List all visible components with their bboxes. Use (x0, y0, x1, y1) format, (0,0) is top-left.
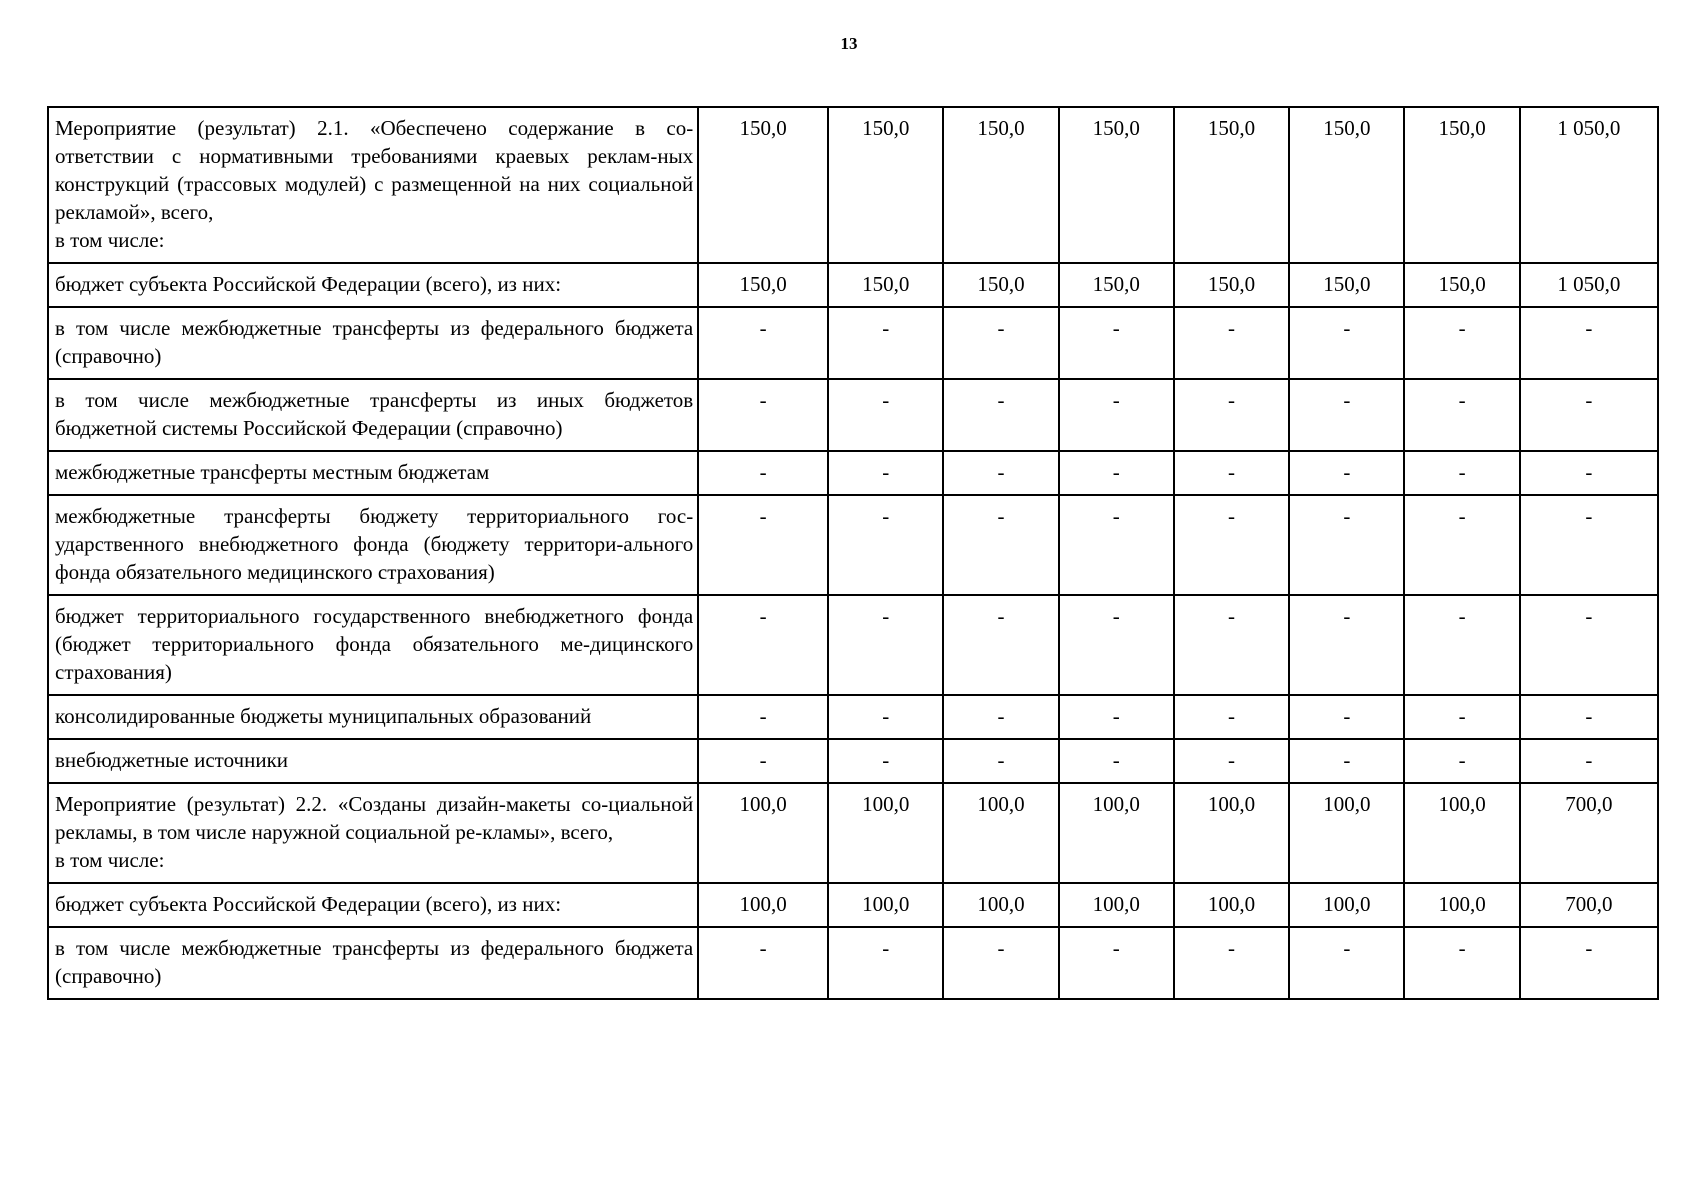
row-label-text: межбюджетные трансферты местным бюджетам (55, 460, 490, 484)
value-cell: 150,0 (1404, 107, 1519, 263)
value-cell: - (1404, 927, 1519, 999)
value-cell: 100,0 (828, 783, 943, 883)
value-cell: - (1174, 595, 1289, 695)
value-cell: 100,0 (943, 883, 1058, 927)
value-cell: 100,0 (1174, 783, 1289, 883)
value-cell: - (698, 595, 828, 695)
row-label-text: межбюджетные трансферты бюджету территориального гос-ударственного внебюджетного фонда (бюджету территори-ального фонда обязательного медицинского страхования) (55, 504, 694, 584)
value-cell: 100,0 (828, 883, 943, 927)
value-cell: - (828, 379, 943, 451)
value-cell-total: - (1520, 695, 1658, 739)
value-cell: - (1289, 739, 1404, 783)
value-cell: - (943, 739, 1058, 783)
value-cell-total: 1 050,0 (1520, 107, 1658, 263)
row-label-cell (48, 927, 698, 999)
value-cell: - (1059, 695, 1174, 739)
value-cell: 150,0 (1289, 263, 1404, 307)
value-cell-total: - (1520, 495, 1658, 595)
value-cell: - (1174, 927, 1289, 999)
row-label-cell (48, 451, 698, 495)
value-cell: - (943, 695, 1058, 739)
value-cell: - (1289, 695, 1404, 739)
value-cell: - (1289, 495, 1404, 595)
value-cell: - (1059, 451, 1174, 495)
value-cell: 150,0 (828, 107, 943, 263)
table-row (48, 739, 1658, 783)
table-row (48, 927, 1658, 999)
value-cell: - (1404, 379, 1519, 451)
row-label-cell (48, 783, 698, 883)
value-cell: - (1059, 495, 1174, 595)
row-label-text: в том числе межбюджетные трансферты из федерального бюджета (справочно) (55, 316, 694, 368)
value-cell: 100,0 (1289, 783, 1404, 883)
value-cell: - (698, 495, 828, 595)
value-cell: - (698, 307, 828, 379)
value-cell: - (943, 307, 1058, 379)
value-cell: - (1174, 379, 1289, 451)
row-label-text: бюджет субъекта Российской Федерации (всего), из них: (55, 272, 562, 296)
value-cell: - (1174, 739, 1289, 783)
row-label-cell (48, 695, 698, 739)
row-label-text: Мероприятие (результат) 2.1. «Обеспечено содержание в со-ответствии с нормативными требованиями краевых реклам-ных конструкций (трассовых модулей) с размещенной на них социальной рекламой», всего, (55, 116, 694, 224)
table-row (48, 595, 1658, 695)
value-cell-total: - (1520, 451, 1658, 495)
value-cell: 150,0 (1059, 263, 1174, 307)
value-cell-total: - (1520, 927, 1658, 999)
budget-table (47, 106, 1659, 1000)
table-row (48, 263, 1658, 307)
value-cell: - (943, 451, 1058, 495)
value-cell: - (698, 739, 828, 783)
value-cell: 150,0 (943, 107, 1058, 263)
table-row (48, 451, 1658, 495)
value-cell: - (828, 451, 943, 495)
value-cell: 100,0 (1289, 883, 1404, 927)
row-label-text: консолидированные бюджеты муниципальных образований (55, 704, 592, 728)
row-label-cell (48, 495, 698, 595)
value-cell: - (1289, 379, 1404, 451)
value-cell-total: - (1520, 595, 1658, 695)
value-cell: - (698, 379, 828, 451)
budget-table-body (48, 107, 1658, 999)
row-label-cell (48, 595, 698, 695)
table-row (48, 107, 1658, 263)
page-number: 13 (840, 34, 858, 53)
value-cell: - (828, 307, 943, 379)
table-row (48, 495, 1658, 595)
value-cell: 150,0 (1404, 263, 1519, 307)
value-cell: - (1404, 595, 1519, 695)
row-label-cell (48, 739, 698, 783)
row-label-text: в том числе межбюджетные трансферты из федерального бюджета (справочно) (55, 936, 694, 988)
row-label-text: в том числе межбюджетные трансферты из иных бюджетов бюджетной системы Российской Федерации (справочно) (55, 388, 694, 440)
value-cell: - (943, 927, 1058, 999)
value-cell: - (828, 695, 943, 739)
value-cell-total: 1 050,0 (1520, 263, 1658, 307)
value-cell: 100,0 (698, 783, 828, 883)
value-cell: - (828, 739, 943, 783)
row-label-cell (48, 379, 698, 451)
value-cell: 100,0 (1174, 883, 1289, 927)
value-cell: - (1174, 307, 1289, 379)
value-cell: - (828, 495, 943, 595)
value-cell: - (1059, 927, 1174, 999)
value-cell-total: - (1520, 739, 1658, 783)
table-row (48, 883, 1658, 927)
value-cell: 100,0 (1059, 783, 1174, 883)
value-cell: - (698, 451, 828, 495)
value-cell: 150,0 (1289, 107, 1404, 263)
row-label-cell (48, 883, 698, 927)
value-cell: - (1289, 451, 1404, 495)
row-label-text: внебюджетные источники (55, 748, 289, 772)
value-cell: 100,0 (698, 883, 828, 927)
value-cell: - (828, 595, 943, 695)
table-row (48, 783, 1658, 883)
row-label-cell (48, 307, 698, 379)
value-cell: 150,0 (828, 263, 943, 307)
value-cell-total: - (1520, 379, 1658, 451)
value-cell: - (1289, 927, 1404, 999)
value-cell: - (1404, 695, 1519, 739)
table-row (48, 695, 1658, 739)
value-cell: - (698, 695, 828, 739)
value-cell: - (1059, 307, 1174, 379)
value-cell: - (828, 927, 943, 999)
value-cell-total: 700,0 (1520, 783, 1658, 883)
value-cell: 100,0 (943, 783, 1058, 883)
value-cell: 150,0 (1174, 263, 1289, 307)
value-cell: - (1404, 451, 1519, 495)
value-cell: 150,0 (943, 263, 1058, 307)
value-cell: - (1059, 739, 1174, 783)
row-label-cell (48, 263, 698, 307)
value-cell: 150,0 (1059, 107, 1174, 263)
value-cell: 100,0 (1404, 883, 1519, 927)
table-row (48, 379, 1658, 451)
value-cell: - (1404, 495, 1519, 595)
value-cell: - (943, 495, 1058, 595)
value-cell: - (1174, 451, 1289, 495)
row-label-text: бюджет территориального государственного внебюджетного фонда (бюджет территориального фонда обязательного ме-дицинского страхования) (55, 604, 694, 684)
value-cell: - (1289, 307, 1404, 379)
row-label-text: Мероприятие (результат) 2.2. «Созданы дизайн-макеты со-циальной рекламы, в том числе наружной социальной ре-кламы», всего, (55, 792, 694, 844)
row-label-cell (48, 107, 698, 263)
value-cell-total: - (1520, 307, 1658, 379)
value-cell: - (1174, 495, 1289, 595)
value-cell: 150,0 (698, 263, 828, 307)
value-cell: 100,0 (1404, 783, 1519, 883)
row-label-text: в том числе: (55, 848, 165, 872)
value-cell: - (1174, 695, 1289, 739)
row-label-text: бюджет субъекта Российской Федерации (всего), из них: (55, 892, 562, 916)
value-cell: - (1404, 739, 1519, 783)
value-cell: 100,0 (1059, 883, 1174, 927)
value-cell: - (698, 927, 828, 999)
table-row (48, 307, 1658, 379)
value-cell: 150,0 (1174, 107, 1289, 263)
value-cell: - (943, 595, 1058, 695)
value-cell: - (1404, 307, 1519, 379)
value-cell: - (1059, 379, 1174, 451)
row-label-text: в том числе: (55, 228, 165, 252)
value-cell: - (1289, 595, 1404, 695)
value-cell: - (943, 379, 1058, 451)
value-cell-total: 700,0 (1520, 883, 1658, 927)
value-cell: - (1059, 595, 1174, 695)
value-cell: 150,0 (698, 107, 828, 263)
